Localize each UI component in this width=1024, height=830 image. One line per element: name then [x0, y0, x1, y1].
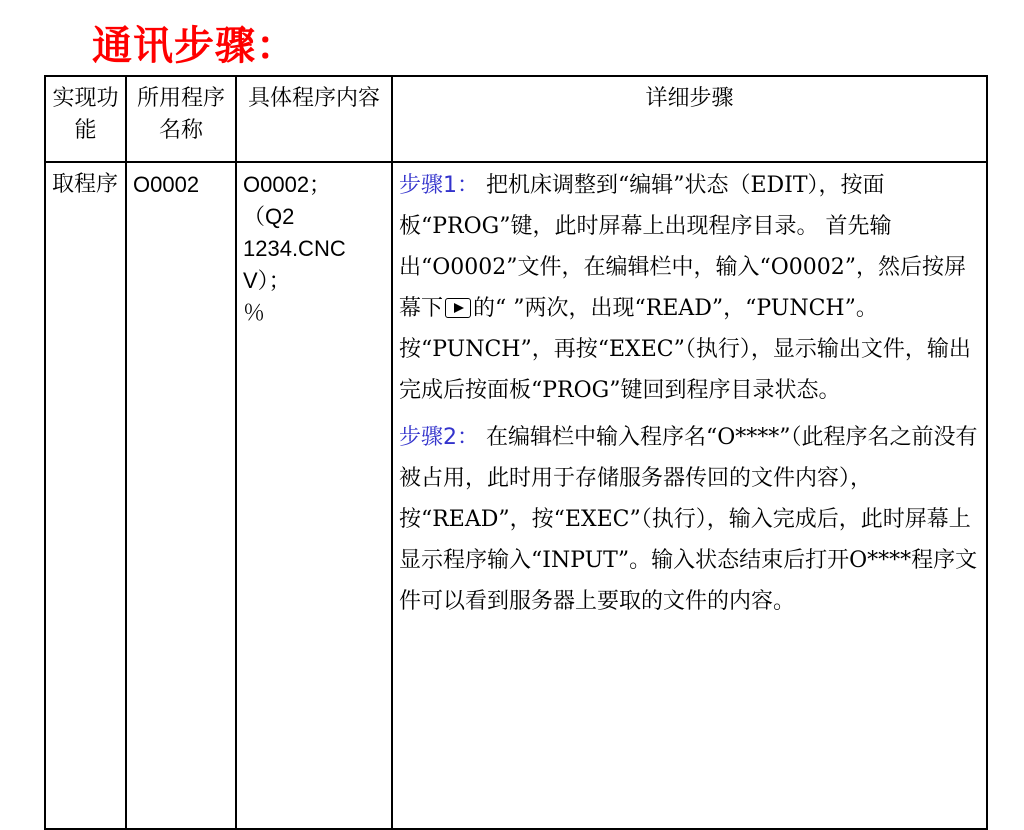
- slide-title: 通讯步骤：: [92, 22, 297, 69]
- program-line: 1234.CNC: [243, 236, 346, 261]
- table-row: [45, 162, 987, 829]
- program-line: V）；: [243, 268, 291, 293]
- step1-text-before-key: 把机床调整到“编辑”状态（EDIT），按面板“PROG”键，此时屏幕上出现程序目录。 首先输出“O0002”文件，在编辑栏中，输入“O0002”，然后按屏幕下: [399, 173, 967, 321]
- cell-program-name: O0002: [126, 162, 236, 829]
- program-line: ％: [243, 300, 266, 325]
- cell-details: [392, 162, 987, 829]
- program-line: O0002；: [243, 172, 332, 197]
- cell-program-content: [236, 162, 392, 829]
- step2-label: 步骤2：: [399, 425, 479, 450]
- step2-text: 在编辑栏中输入程序名“O****”（此程序名之前没有被占用，此时用于存储服务器传回的文件内容），按“READ”，按“EXEC”（执行），输入完成后，此时屏幕上显示程序输入“INPUT”。输入状态结束后打开O****程序文件可以看到服务器上要取的文件的内容。: [399, 425, 978, 614]
- steps-table: [44, 75, 988, 830]
- table-header-row: [45, 76, 987, 162]
- header-program-content: 具体程序内容: [236, 76, 392, 162]
- step1-text-after-key: 的“ ”两次，出现“READ”，“PUNCH”。按“PUNCH”，再按“EXEC”（执行），显示输出文件，输出完成后按面板“PROG”键回到程序目录状态。: [399, 296, 971, 403]
- cell-function: 取程序: [45, 162, 126, 829]
- step1-label: 步骤1：: [399, 173, 479, 198]
- header-details: 详细步骤: [392, 76, 987, 162]
- step1-paragraph: [399, 165, 980, 411]
- program-line: （Q2: [243, 204, 295, 229]
- step2-paragraph: [399, 417, 980, 622]
- header-program-name: 所用程序名称: [126, 76, 236, 162]
- header-function: 实现功能: [45, 76, 126, 162]
- play-key-icon: [445, 298, 471, 318]
